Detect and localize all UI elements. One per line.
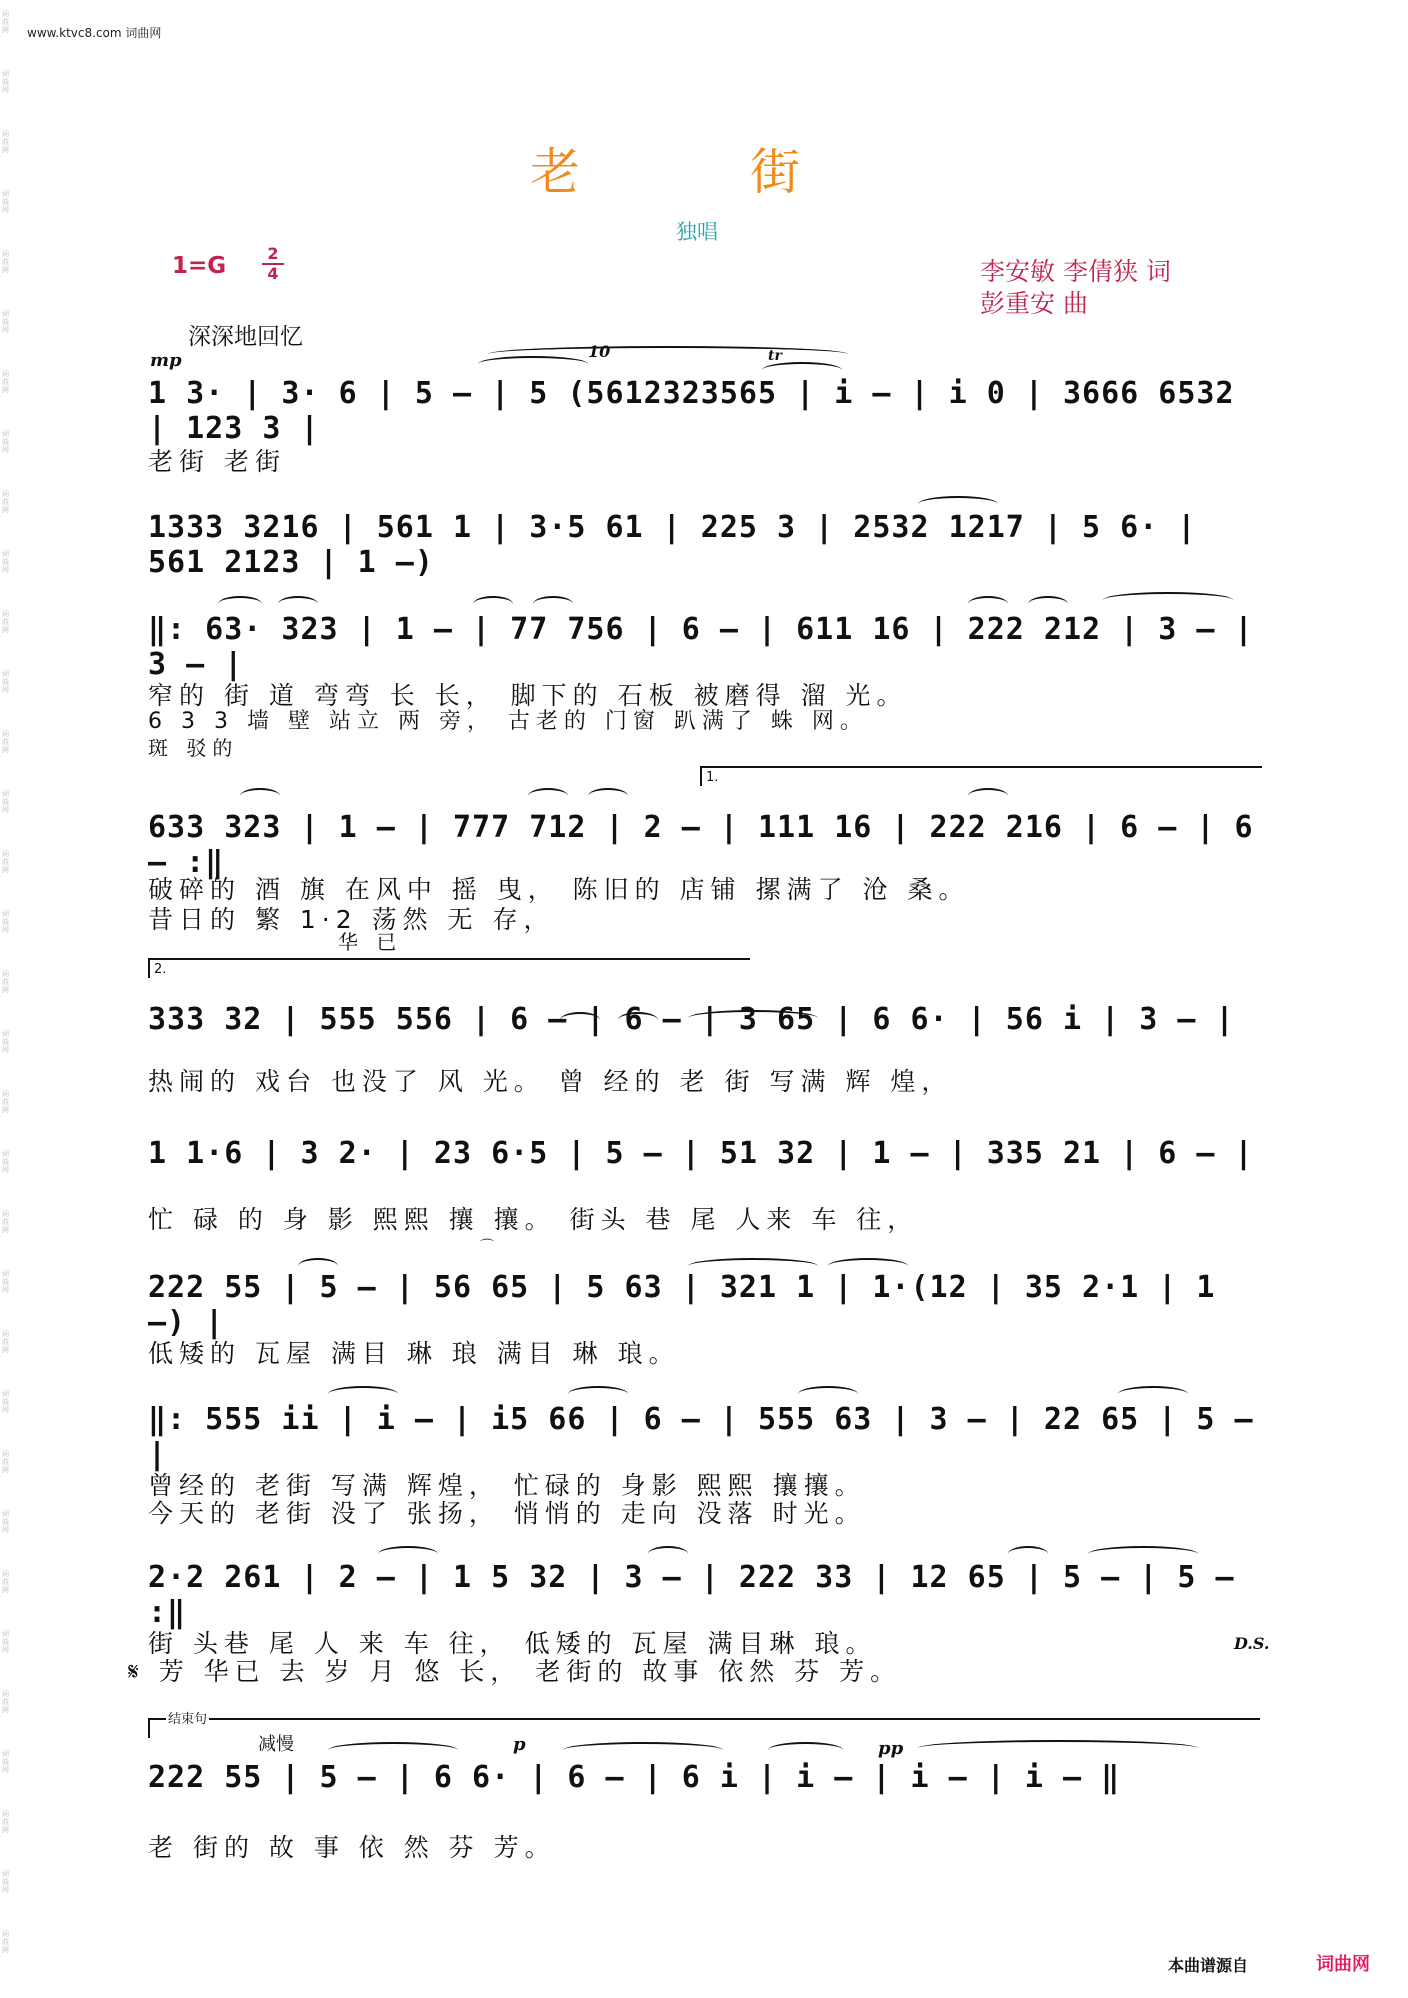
ending-bracket — [148, 1712, 1260, 1738]
side-watermark-text: 词曲网 — [2, 1270, 9, 1294]
side-watermark-text: 词曲网 — [2, 190, 9, 214]
composer-credit: 彭重安 曲 — [980, 289, 1088, 318]
side-watermark-text: 词曲网 — [2, 130, 9, 154]
notation-line: 2·2 261 | 2 – | 1 5 32 | 3 – | 222 33 | 12 65 | 5 – | 5 – :‖ — [148, 1560, 1235, 1630]
ds-marking: D.S. — [1234, 1634, 1270, 1653]
source-site-link[interactable]: 词曲网 — [1316, 1954, 1370, 1975]
lyric-line: 老街 老街 — [148, 447, 286, 476]
lyric-line: 破碎的 酒 旗 在风中 摇 曳， 陈旧的 店铺 摞满了 沧 桑。 — [148, 875, 970, 904]
notation-line: 1 3· | 3· 6 | 5 – | 5 (5612323565 | i – | i 0 | 3666 6532 | 123 3 | — [148, 376, 1235, 446]
site-watermark — [27, 24, 161, 41]
side-watermark-text: 词曲网 — [2, 1390, 9, 1414]
volta-2: 2. — [148, 958, 750, 978]
lyric-line: 热闹的 戏台 也没了 风 光。 曾 经的 老 街 写满 辉 煌， — [148, 1067, 953, 1096]
side-watermark-strip — [0, 0, 16, 1998]
credits — [980, 256, 1171, 320]
notation-line: ‖: 555 ii | i – | i5 66 | 6 – | 555 63 | 3 – | 22 65 | 5 – | — [148, 1402, 1254, 1472]
side-watermark-text: 词曲网 — [2, 610, 9, 634]
side-watermark-text: 词曲网 — [2, 970, 9, 994]
lyric-line: 𝄋 芳 华已 去 岁 月 悠 长， 老街的 故事 依然 芬 芳。 — [128, 1657, 902, 1686]
side-watermark-text: 词曲网 — [2, 10, 9, 34]
side-watermark-text: 词曲网 — [2, 790, 9, 814]
side-watermark-text: 词曲网 — [2, 70, 9, 94]
source-label: 本曲谱源自 — [1168, 1956, 1249, 1975]
side-watermark-text: 词曲网 — [2, 1150, 9, 1174]
lyric-line: 6 3 3 墙 壁 站立 两 旁， 古老的 门窗 趴满了 蛛 网。 — [148, 709, 868, 734]
side-watermark-text: 词曲网 — [2, 1930, 9, 1954]
time-signature — [262, 246, 284, 282]
song-subtitle: 独唱 — [676, 220, 718, 244]
song-title: 老街 — [530, 143, 970, 201]
notation-line: 1 1·6 | 3 2· | 23 6·5 | 5 – | 51 32 | 1 – | 335 21 | 6 – | — [148, 1136, 1254, 1171]
dynamic-pp: pp — [878, 1738, 904, 1759]
side-watermark-text: 词曲网 — [2, 370, 9, 394]
site-url: www.ktvc8.com — [27, 26, 122, 40]
time-signature-top: 2 — [267, 244, 279, 263]
side-watermark-text: 词曲网 — [2, 1870, 9, 1894]
side-watermark-text: 词曲网 — [2, 730, 9, 754]
side-watermark-text: 词曲网 — [2, 490, 9, 514]
side-watermark-text: 词曲网 — [2, 1570, 9, 1594]
lyric-line: 窄的 街 道 弯弯 长 长， 脚下的 石板 被磨得 溜 光。 — [148, 681, 908, 710]
side-watermark-text: 词曲网 — [2, 1690, 9, 1714]
trill-mark: tr — [768, 348, 782, 364]
dynamic-mp: mp — [150, 350, 182, 371]
volta-1: 1. — [700, 766, 1262, 786]
side-watermark-text: 词曲网 — [2, 1510, 9, 1534]
side-watermark-text: 词曲网 — [2, 310, 9, 334]
side-watermark-text: 词曲网 — [2, 1750, 9, 1774]
side-watermark-text: 词曲网 — [2, 1810, 9, 1834]
ending-label: 结束句 — [166, 1708, 209, 1727]
notation-line: 1333 3216 | 561 1 | 3·5 61 | 225 3 | 2532 1217 | 5 6· | 561 2123 | 1 –) — [148, 510, 1197, 580]
side-watermark-text: 词曲网 — [2, 550, 9, 574]
expression-marking: 深深地回忆 — [188, 324, 303, 350]
lyricist-credit: 李安敏 李倩狭 词 — [980, 257, 1171, 286]
side-watermark-text: 词曲网 — [2, 850, 9, 874]
site-name: 词曲网 — [125, 26, 162, 40]
lyric-line: 斑 驳的 — [148, 736, 239, 760]
side-watermark-text: 词曲网 — [2, 430, 9, 454]
side-watermark-text: 词曲网 — [2, 1450, 9, 1474]
side-watermark-text: 词曲网 — [2, 670, 9, 694]
lyric-line: 忙 碌 的 身 影 熙熙 攘 攘。 街头 巷 尾 人来 车 往， — [148, 1205, 919, 1234]
side-watermark-text: 词曲网 — [2, 250, 9, 274]
rit-marking: 减慢 — [258, 1734, 294, 1755]
side-watermark-text: 词曲网 — [2, 1630, 9, 1654]
notation-line: 222 55 | 5 – | 56 65 | 5 63 | 321 1 | 1·(12 | 35 2·1 | 1 –) | — [148, 1270, 1216, 1340]
lyric-line: 老 街的 故 事 依 然 芬 芳。 — [148, 1833, 556, 1862]
side-watermark-text: 词曲网 — [2, 1210, 9, 1234]
lyric-line: 今天的 老街 没了 张扬， 悄悄的 走向 没落 时光。 — [148, 1499, 866, 1528]
notation-line: 333 32 | 555 556 | 6 – | 6 – | 3 65 | 6 6· | 56 i | 3 – | — [148, 1002, 1235, 1037]
lyric-line: 低矮的 瓦屋 满目 琳 琅 满目 琳 琅。 — [148, 1339, 680, 1368]
key-signature: 1=G — [172, 253, 227, 279]
notation-line: 222 55 | 5 – | 6 6· | 6 – | 6 i | i – | i – | i – ‖ — [148, 1760, 1121, 1795]
time-signature-bottom: 4 — [267, 264, 279, 283]
lyric-line: 华 已 — [338, 930, 403, 954]
lyric-line: 昔日的 繁 1·2 荡然 无 存， — [148, 905, 555, 934]
side-watermark-text: 词曲网 — [2, 1030, 9, 1054]
side-watermark-text: 词曲网 — [2, 910, 9, 934]
tie-mark: ⌒ — [480, 1239, 494, 1255]
tuplet-number: 10 — [588, 342, 611, 361]
notation-line: 633 323 | 1 – | 777 712 | 2 – | 111 16 | 222 216 | 6 – | 6 – :‖ — [148, 810, 1254, 880]
lyric-line: 曾经的 老街 写满 辉煌， 忙碌的 身影 熙熙 攘攘。 — [148, 1471, 866, 1500]
segno-sign: 𝄋 — [128, 1657, 145, 1686]
side-watermark-text: 词曲网 — [2, 1090, 9, 1114]
lyric-line: 街 头巷 尾 人 来 车 往， 低矮的 瓦屋 满目琳 琅。 — [148, 1629, 877, 1658]
dynamic-p: p — [513, 1734, 526, 1755]
side-watermark-text: 词曲网 — [2, 1330, 9, 1354]
notation-line: ‖: 63· 323 | 1 – | 77 756 | 6 – | 611 16 | 222 212 | 3 – | 3 – | — [148, 612, 1254, 682]
